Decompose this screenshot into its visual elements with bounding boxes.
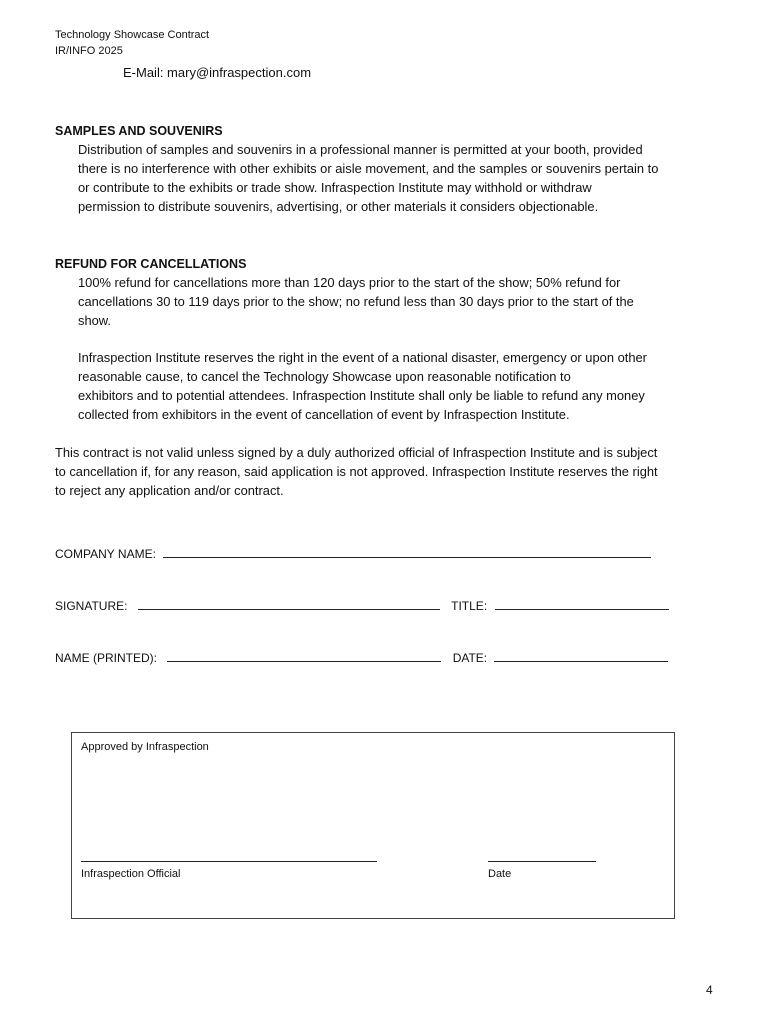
text-line: to reject any application and/or contract.: [55, 483, 284, 498]
page-number: 4: [706, 983, 713, 997]
samples-paragraph: [78, 140, 658, 216]
text-line: permission to distribute souvenirs, advertising, or other materials it considers objectionable.: [78, 199, 599, 214]
date-label: DATE:: [452, 651, 488, 665]
refund-heading: REFUND FOR CANCELLATIONS: [55, 257, 247, 271]
approval-title: Approved by Infraspection: [81, 741, 209, 753]
text-line: there is no interference with other exhibits or aisle movement, and the samples or souvenirs pertain to: [78, 161, 659, 176]
official-label: Infraspection Official: [81, 868, 181, 880]
text-line: cancellations 30 to 119 days prior to the show; no refund less than 30 days prior to the start of the: [78, 294, 634, 309]
validity-paragraph: [55, 443, 658, 500]
refund-paragraph-2: [78, 348, 647, 424]
text-line: collected from exhibitors in the event of cancellation of event by Infraspection Institute.: [78, 407, 570, 422]
text-line: reasonable cause, to cancel the Technology Showcase upon reasonable notification to: [78, 369, 571, 384]
date-input-line[interactable]: [494, 650, 668, 662]
refund-paragraph-1: [78, 273, 634, 330]
official-signature-line[interactable]: [81, 861, 377, 862]
signature-label: SIGNATURE:: [55, 599, 128, 613]
text-line: Distribution of samples and souvenirs in a professional manner is permitted at your booth, provided: [78, 142, 643, 157]
name-printed-input-line[interactable]: [167, 650, 441, 662]
text-line: Infraspection Institute reserves the right in the event of a national disaster, emergency or upon other: [78, 350, 647, 365]
contact-email: E-Mail: mary@infraspection.com: [123, 65, 312, 80]
approval-box: [71, 732, 675, 919]
text-line: or contribute to the exhibits or trade show. Infraspection Institute may withhold or withdraw: [78, 180, 592, 195]
document-title: Technology Showcase Contract: [55, 29, 210, 41]
document-code: IR/INFO 2025: [55, 45, 123, 57]
text-line: to cancellation if, for any reason, said application is not approved. Infraspection Institute reserves the right: [55, 464, 658, 479]
name-printed-field: [55, 650, 668, 666]
title-input-line[interactable]: [495, 598, 669, 610]
name-printed-label: NAME (PRINTED):: [55, 651, 157, 665]
text-line: exhibitors and to potential attendees. Infraspection Institute shall only be liable to refund any money: [78, 388, 645, 403]
company-name-label: COMPANY NAME:: [55, 547, 156, 561]
company-name-field: [55, 546, 651, 562]
samples-heading: SAMPLES AND SOUVENIRS: [55, 124, 223, 138]
text-line: 100% refund for cancellations more than 120 days prior to the start of the show; 50% refund for: [78, 275, 621, 290]
approval-date-label: Date: [488, 868, 512, 880]
signature-input-line[interactable]: [138, 598, 440, 610]
title-label: TITLE:: [451, 599, 488, 613]
approval-date-line[interactable]: [488, 861, 596, 862]
text-line: This contract is not valid unless signed by a duly authorized official of Infraspection Institute and is subject: [55, 445, 658, 460]
text-line: show.: [78, 313, 111, 328]
signature-field: [55, 598, 669, 614]
company-name-input-line[interactable]: [163, 546, 651, 558]
